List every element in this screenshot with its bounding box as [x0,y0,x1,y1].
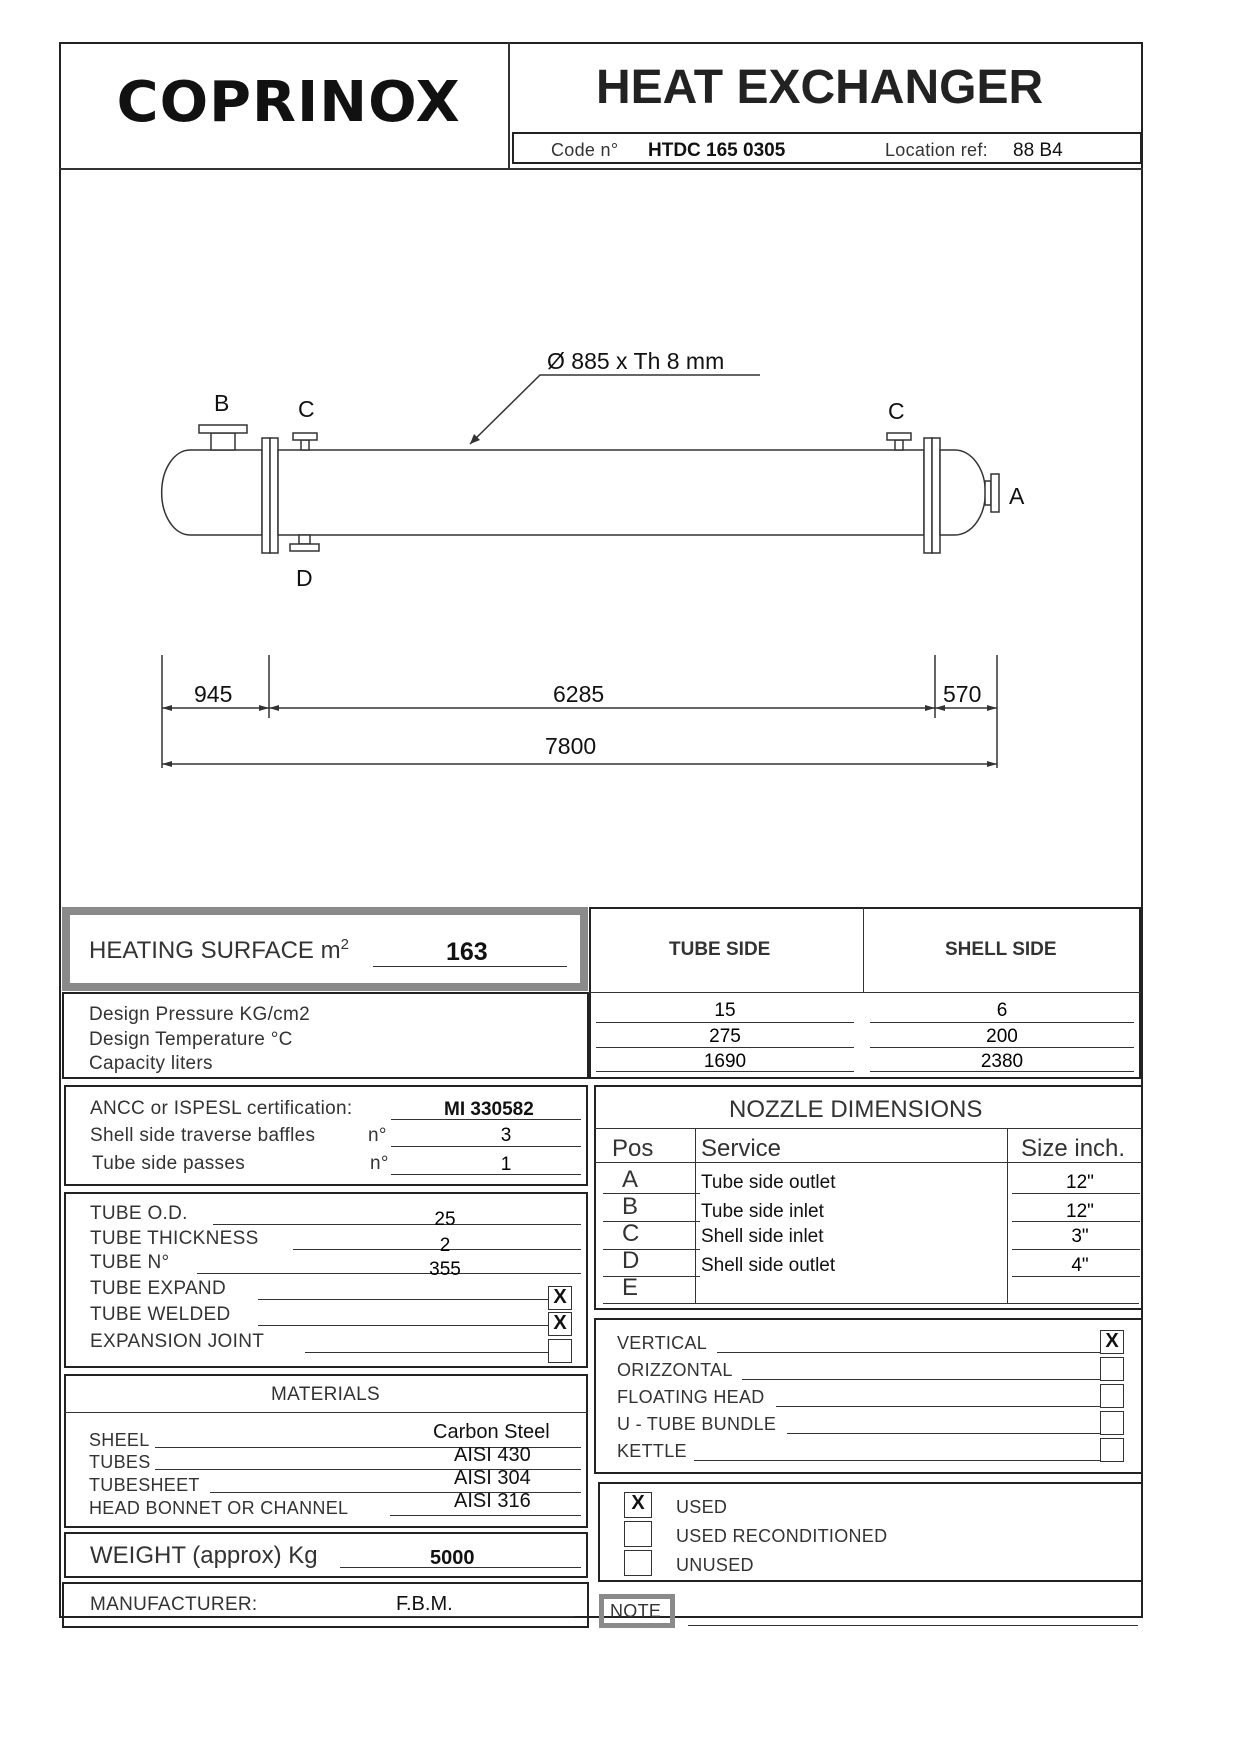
shell-temperature-value: 200 [986,1026,1018,1047]
u-tube-checkbox[interactable] [1100,1411,1124,1435]
dimension-right: 570 [943,681,982,707]
shell-pressure-value: 6 [996,1000,1008,1021]
nozzle-size: 12" [1066,1172,1094,1193]
nozzle-row-line [603,1249,700,1250]
tube-expand-checkbox[interactable]: X [548,1286,572,1310]
nozzle-label-c-right: C [888,398,905,424]
kettle-label: KETTLE [617,1441,687,1461]
certification-label: ANCC or ISPESL certification: [90,1098,353,1119]
tube-welded-checkbox[interactable]: X [548,1312,572,1336]
tube-od-label: TUBE O.D. [90,1203,188,1224]
dimension-middle: 6285 [553,681,605,707]
nozzle-pos: E [622,1274,639,1301]
u-tube-line [787,1433,1101,1434]
nozzle-title-line [594,1128,1143,1129]
nozzle-col-line-1 [695,1128,696,1304]
tube-od-line [213,1224,581,1225]
nozzle-pos: C [622,1220,640,1247]
manufacturer-line [280,1616,574,1617]
head-material-label: HEAD BONNET OR CHANNEL [89,1498,349,1518]
used-checkbox[interactable]: X [624,1492,652,1518]
expansion-joint-checkbox[interactable] [548,1339,572,1363]
nozzle-row-line [1012,1193,1140,1194]
nozzle-label-c-left: C [298,396,315,422]
head-material-line [390,1515,581,1516]
nozzle-row-line [1012,1221,1140,1222]
tube-expand-label: TUBE EXPAND [90,1278,226,1299]
baffles-value: 3 [500,1125,512,1146]
materials-title: MATERIALS [271,1384,380,1405]
nozzle-pos: B [622,1193,639,1220]
unused-label: UNUSED [676,1555,754,1575]
heating-surface-value: 163 [446,938,488,966]
tubesheet-material-label: TUBESHEET [89,1475,200,1495]
tube-thickness-label: TUBE THICKNESS [90,1228,259,1249]
kettle-line [694,1460,1101,1461]
tube-temperature-value: 275 [709,1026,741,1047]
shell-material-label: SHEEL [89,1430,150,1450]
used-reconditioned-label: USED RECONDITIONED [676,1526,888,1546]
tube-pressure-value: 15 [714,1000,736,1021]
nozzle-service: Tube side outlet [701,1172,836,1193]
note-line [688,1625,1138,1626]
note-label: NOTE [610,1601,662,1621]
page-title: HEAT EXCHANGER [596,61,1044,114]
unused-checkbox[interactable] [624,1550,652,1576]
nozzle-label-b: B [214,390,230,416]
nozzle-service: Tube side inlet [701,1201,824,1222]
diameter-label: Ø 885 x Th 8 mm [547,348,725,374]
sides-header-bottom [589,992,1141,993]
nozzle-col-size: Size inch. [1021,1135,1126,1162]
nozzle-label-a: A [1009,483,1025,509]
nozzle-row-line [603,1303,1139,1304]
tubes-material-label: TUBES [89,1452,151,1472]
horizontal-label: ORIZZONTAL [617,1360,733,1380]
materials-title-line [64,1412,588,1413]
dimension-total: 7800 [545,733,597,759]
sides-divider [863,907,864,993]
passes-value: 1 [500,1154,512,1175]
design-pressure-label: Design Pressure KG/cm2 [89,1004,310,1025]
nozzle-label-d: D [296,565,313,591]
tube-welded-label: TUBE WELDED [90,1304,231,1325]
expansion-joint-line [305,1352,548,1353]
company-logo: COPRINOX [116,70,461,135]
heating-surface-label: HEATING SURFACE $m^2$ [89,936,349,964]
floating-head-label: FLOATING HEAD [617,1387,765,1407]
tube-expand-line [258,1299,548,1300]
passes-n: n° [370,1153,389,1174]
used-label: USED [676,1497,728,1517]
tubes-material-value: AISI 430 [454,1444,531,1466]
nozzle-col-service: Service [701,1135,782,1162]
baffles-label: Shell side traverse baffles [90,1125,316,1146]
kettle-checkbox[interactable] [1100,1438,1124,1462]
tube-thickness-value: 2 [439,1235,451,1256]
tube-number-value: 355 [429,1259,461,1280]
horizontal-checkbox[interactable] [1100,1357,1124,1381]
location-label: Location ref: [885,140,988,160]
nozzle-row-line [603,1193,700,1194]
shell-pressure-line [870,1022,1134,1023]
tube-number-line [197,1273,581,1274]
nozzle-pos: A [622,1166,639,1193]
vertical-line [717,1352,1101,1353]
weight-value: 5000 [430,1547,475,1569]
vertical-label: VERTICAL [617,1333,708,1353]
location-value: 88 B4 [1013,140,1063,161]
horizontal-line [742,1379,1101,1380]
nozzle-row-line [1012,1249,1140,1250]
capacity-label: Capacity liters [89,1053,213,1074]
tubesheet-material-value: AISI 304 [454,1467,531,1489]
nozzle-col-line-2 [1007,1128,1008,1304]
baffles-n: n° [368,1125,387,1146]
manufacturer-value: F.B.M. [396,1593,453,1615]
used-reconditioned-checkbox[interactable] [624,1521,652,1547]
head-material-value: AISI 316 [454,1490,531,1512]
shell-capacity-value: 2380 [980,1051,1024,1072]
tube-capacity-value: 1690 [703,1051,747,1072]
vertical-checkbox[interactable]: X [1100,1330,1124,1354]
tube-side-header: TUBE SIDE [669,939,771,960]
manufacturer-label: MANUFACTURER: [90,1594,258,1615]
floating-head-checkbox[interactable] [1100,1384,1124,1408]
design-temperature-label: Design Temperature °C [89,1029,293,1050]
nozzle-col-pos: Pos [612,1135,654,1162]
shell-side-header: SHELL SIDE [945,939,1057,960]
weight-label: WEIGHT (approx) Kg [90,1542,318,1569]
expansion-joint-label: EXPANSION JOINT [90,1331,265,1352]
nozzle-pos: D [622,1247,640,1274]
passes-label: Tube side passes [92,1153,246,1174]
code-label: Code n° [551,140,619,160]
nozzle-size: 3" [1071,1226,1089,1247]
nozzle-service: Shell side inlet [701,1226,824,1247]
code-value: HTDC 165 0305 [648,140,786,161]
tube-welded-line [258,1325,548,1326]
tube-pressure-line [596,1022,854,1023]
nozzle-row-line [1012,1276,1140,1277]
nozzle-size: 4" [1071,1255,1089,1276]
dimension-left: 945 [194,681,233,707]
nozzle-title: NOZZLE DIMENSIONS [729,1096,983,1123]
tube-od-value: 25 [434,1209,456,1230]
nozzle-service: Shell side outlet [701,1255,836,1276]
certification-value: MI 330582 [444,1099,534,1120]
shell-material-value: Carbon Steel [433,1421,550,1443]
nozzle-row-line [603,1221,700,1222]
nozzle-row-line [603,1276,700,1277]
tube-number-label: TUBE N° [90,1252,170,1273]
floating-head-line [776,1406,1101,1407]
u-tube-label: U - TUBE BUNDLE [617,1414,777,1434]
nozzle-size: 12" [1066,1201,1094,1222]
